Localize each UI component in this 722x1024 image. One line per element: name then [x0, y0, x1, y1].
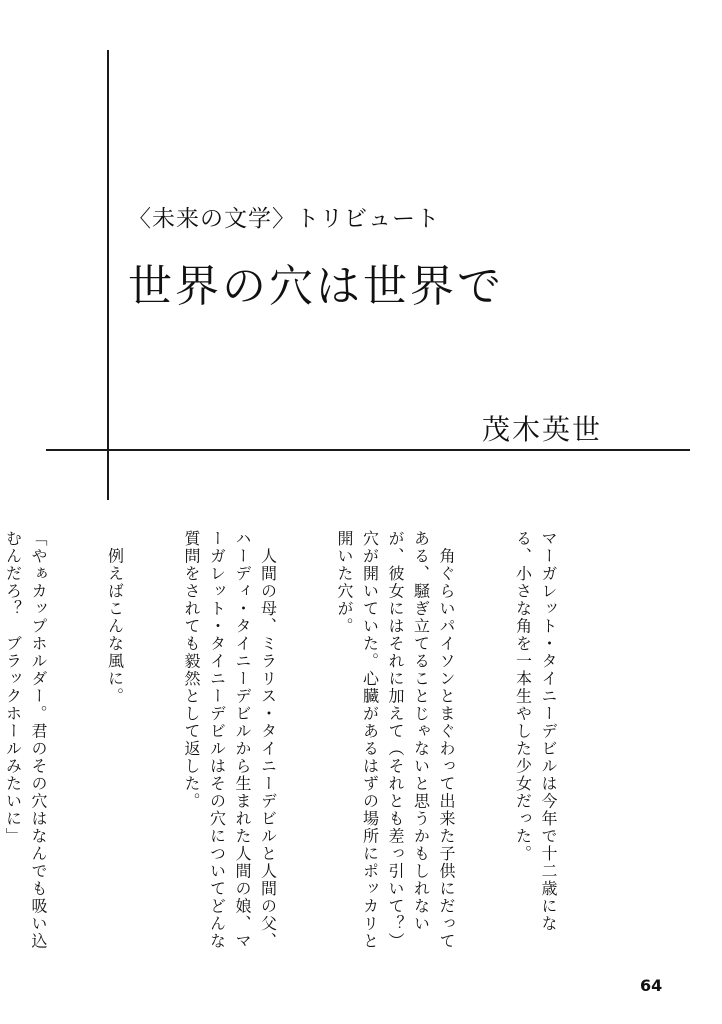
author-name: 茂木英世 [482, 413, 603, 446]
page-title: 世界の穴は世界で [128, 261, 504, 312]
page-number: 64 [640, 976, 663, 995]
paragraph: 「やぁカップホルダー。君のその穴はなんでも吸い込むんだろ？ ブラックホールみたいに」 [3, 530, 48, 950]
paragraph: 角ぐらいパイソンとまぐわって出来た子供にだってある、騒ぎ立てることじゃないと思うかもしれないが、彼女にはそれに加えて（それとも差っ引いて？）穴が開いていた。心臓があるはずの場所にポッカリと開いた穴が。 [335, 530, 456, 950]
paragraph: マーガレット・タイニーデビルは今年で十二歳になる、小さな角を一本生やした少女だった。 [513, 530, 558, 933]
vertical-rule [107, 50, 109, 500]
paragraph: 人間の母、ミラリス・タイニーデビルと人間の父、ハーディ・タイニーデビルから生まれた人間の娘、マーガレット・タイニーデビルはその穴についてどんな質問をされても毅然として返した。 [182, 530, 278, 950]
series-label: 〈未来の文学〉トリビュート [128, 206, 440, 232]
story-body [0, 530, 612, 960]
horizontal-rule [46, 449, 690, 451]
paragraph: 例えばこんな風に。 [105, 530, 125, 705]
